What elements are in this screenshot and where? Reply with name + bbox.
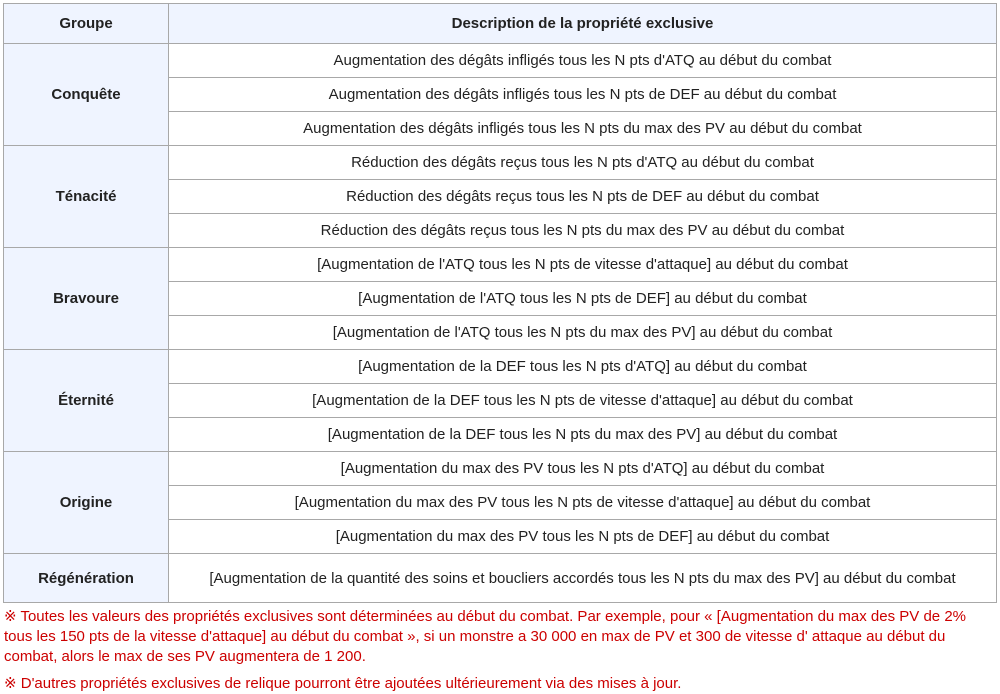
notes [4, 607, 994, 694]
property-description: [Augmentation de la quantité des soins et boucliers accordés tous les N pts du max des PV] au début du combat [169, 554, 997, 603]
group-name: Origine [4, 452, 169, 554]
header-description: Description de la propriété exclusive [169, 4, 997, 44]
property-description: [Augmentation du max des PV tous les N pts de DEF] au début du combat [169, 520, 997, 554]
header-group: Groupe [4, 4, 169, 44]
table-header-row [4, 4, 997, 44]
property-description: [Augmentation de l'ATQ tous les N pts du max des PV] au début du combat [169, 316, 997, 350]
property-description: [Augmentation du max des PV tous les N pts de vitesse d'attaque] au début du combat [169, 486, 997, 520]
group-name: Conquête [4, 44, 169, 146]
table-row [4, 350, 997, 384]
property-description: [Augmentation de la DEF tous les N pts d'ATQ] au début du combat [169, 350, 997, 384]
properties-table [3, 3, 997, 603]
group-name: Bravoure [4, 248, 169, 350]
property-description: Réduction des dégâts reçus tous les N pts du max des PV au début du combat [169, 214, 997, 248]
property-description: Réduction des dégâts reçus tous les N pts de DEF au début du combat [169, 180, 997, 214]
property-description: [Augmentation de la DEF tous les N pts du max des PV] au début du combat [169, 418, 997, 452]
note-example: ※ Toutes les valeurs des propriétés exclusives sont déterminées au début du combat. Par exemple, pour « [Augmentation du max des PV de 2% tous les 150 pts de la vitesse d'attaque] au début du combat », si un monstre a 30 000 en max de PV et 300 de vitesse d' attaque au début du combat, alors le max de ses PV augmentera de 1 200. [4, 608, 966, 665]
table-row [4, 554, 997, 603]
property-description: Augmentation des dégâts infligés tous les N pts d'ATQ au début du combat [169, 44, 997, 78]
property-description: [Augmentation du max des PV tous les N pts d'ATQ] au début du combat [169, 452, 997, 486]
note-future: ※ D'autres propriétés exclusives de relique pourront être ajoutées ultérieurement via des mises à jour. [4, 675, 682, 692]
table-row [4, 44, 997, 78]
group-name: Ténacité [4, 146, 169, 248]
property-description: [Augmentation de la DEF tous les N pts de vitesse d'attaque] au début du combat [169, 384, 997, 418]
property-description: [Augmentation de l'ATQ tous les N pts de vitesse d'attaque] au début du combat [169, 248, 997, 282]
table-row [4, 146, 997, 180]
group-name: Régénération [4, 554, 169, 603]
table-row [4, 248, 997, 282]
property-description: Augmentation des dégâts infligés tous les N pts de DEF au début du combat [169, 78, 997, 112]
property-description: Augmentation des dégâts infligés tous les N pts du max des PV au début du combat [169, 112, 997, 146]
group-name: Éternité [4, 350, 169, 452]
property-description: Réduction des dégâts reçus tous les N pts d'ATQ au début du combat [169, 146, 997, 180]
property-description: [Augmentation de l'ATQ tous les N pts de DEF] au début du combat [169, 282, 997, 316]
table-row [4, 452, 997, 486]
